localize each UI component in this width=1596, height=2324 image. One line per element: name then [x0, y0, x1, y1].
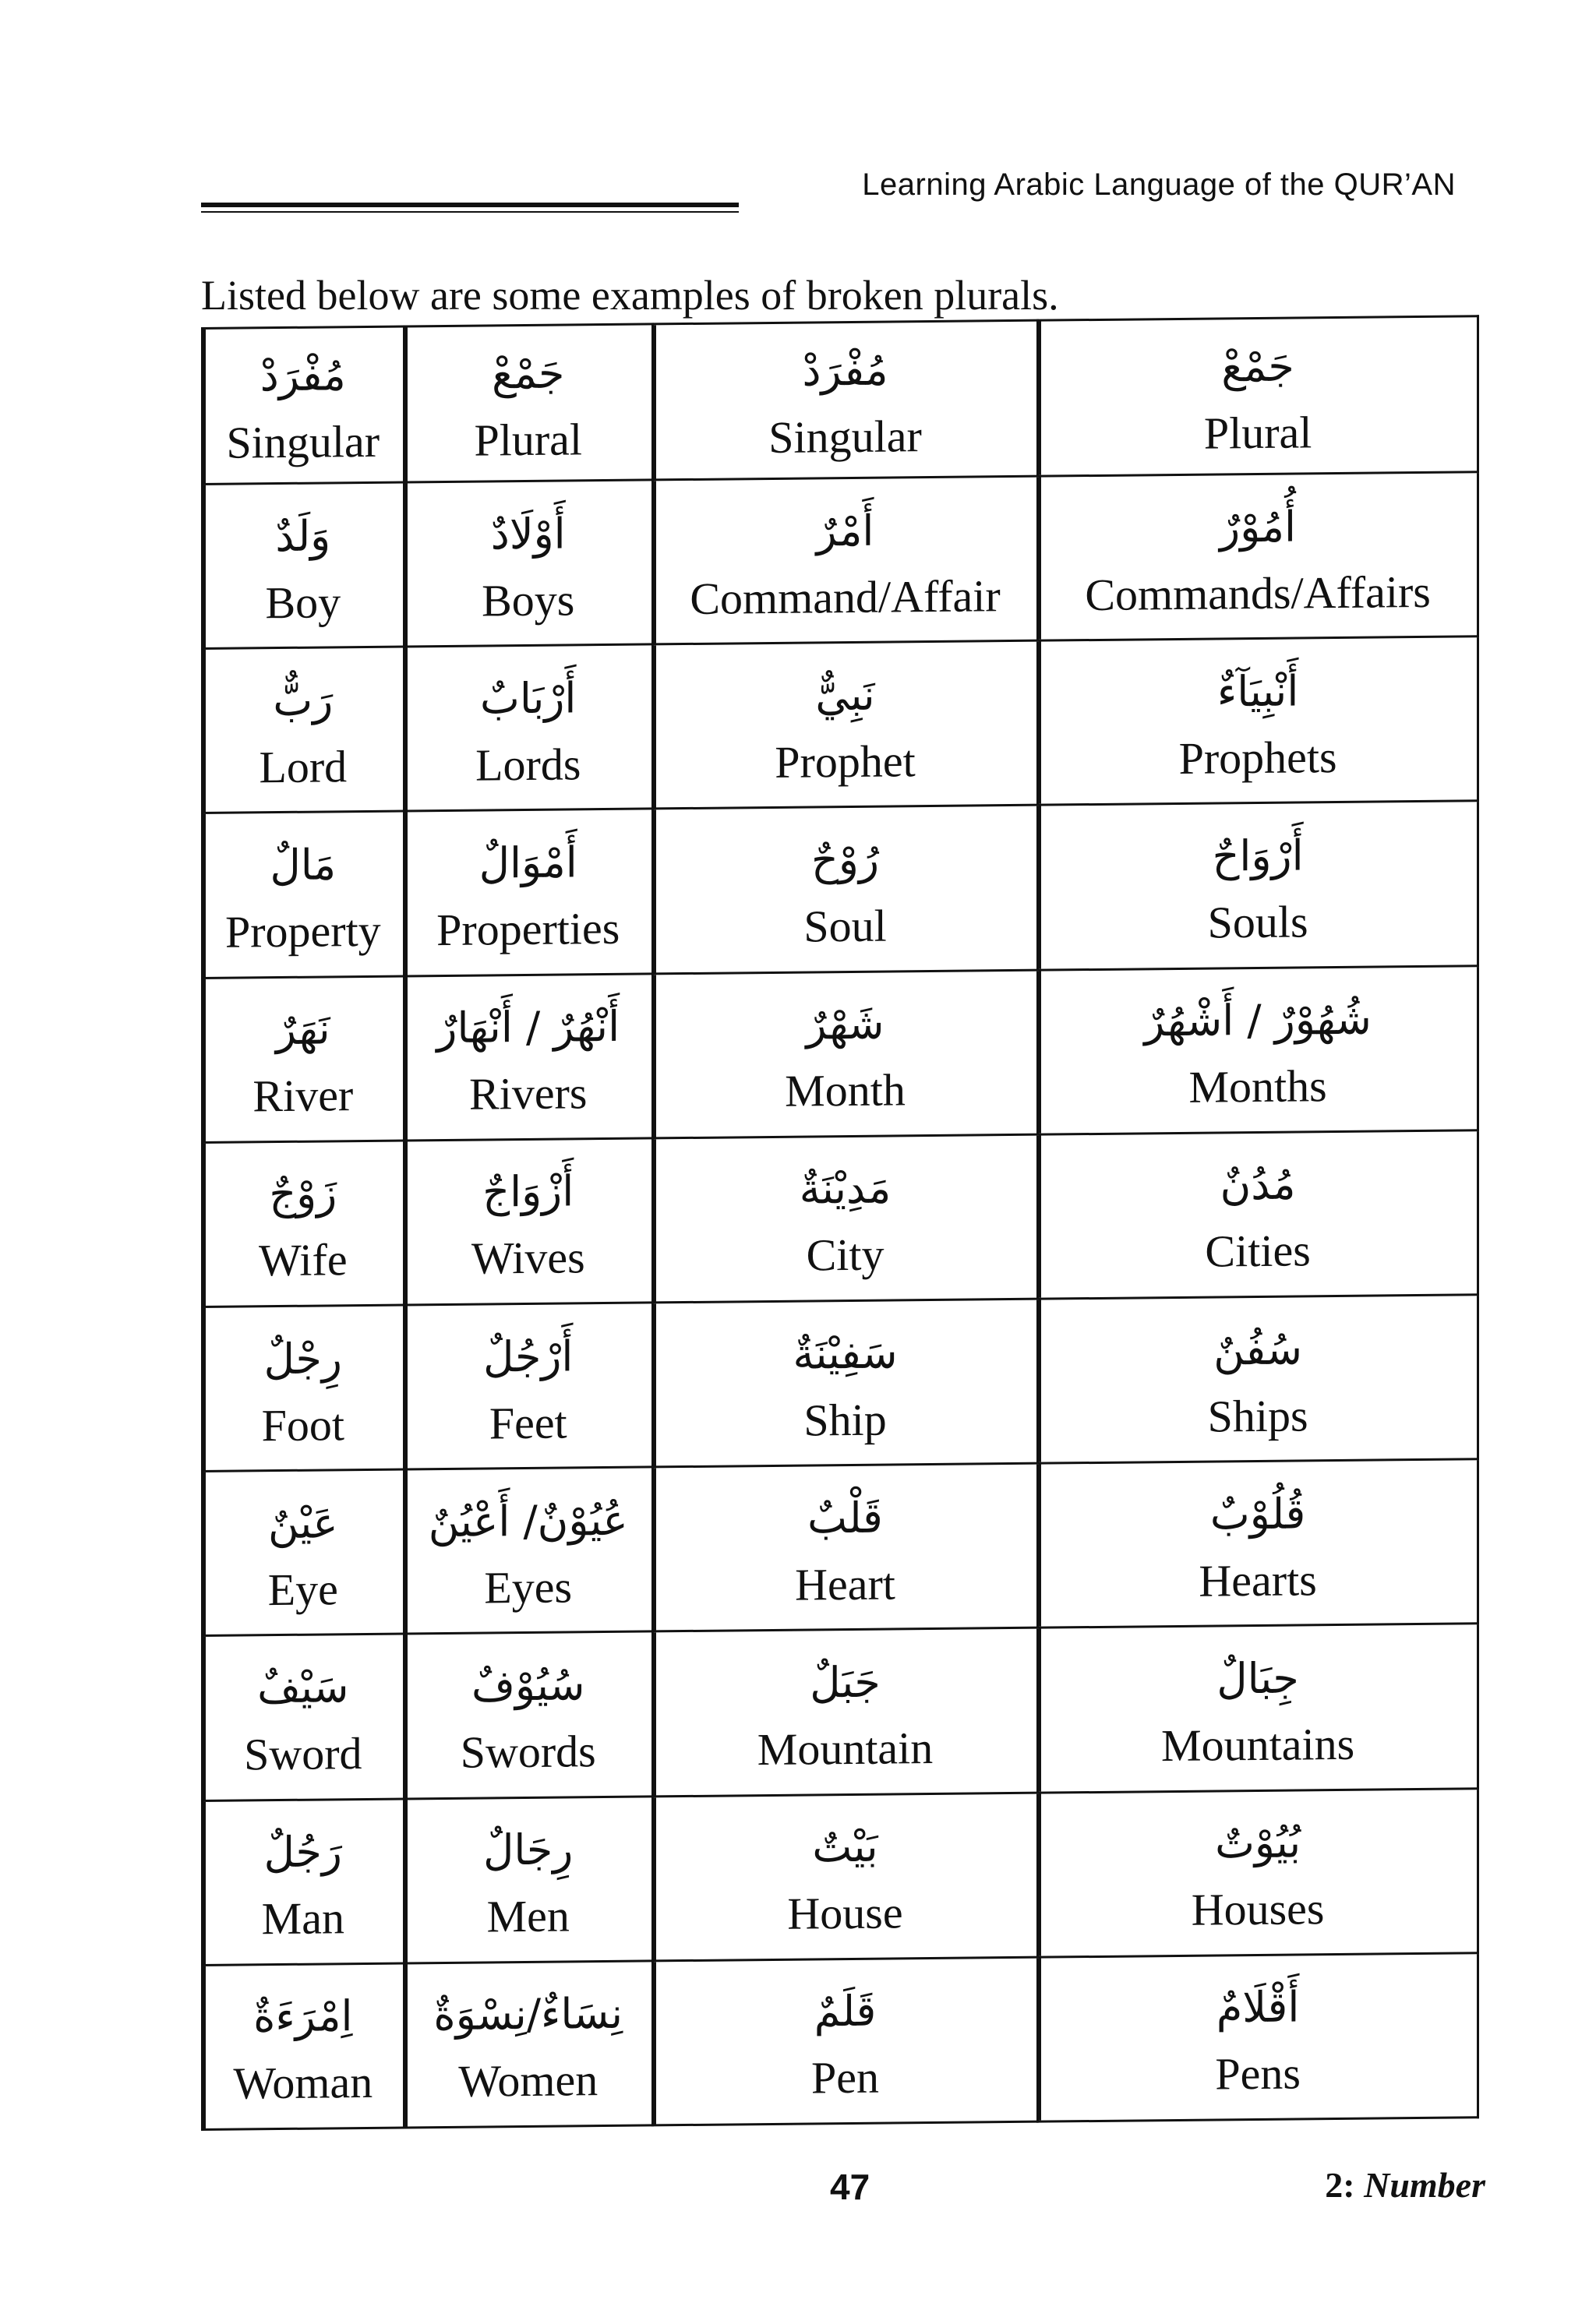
english-term: Foot: [261, 1398, 344, 1451]
page-number: 47: [830, 2167, 870, 2207]
arabic-term: سَيْفٌ: [257, 1663, 349, 1713]
table-cell: [1038, 1459, 1478, 1628]
table-cell: [652, 970, 1037, 1138]
english-term: Eye: [267, 1564, 338, 1615]
table-row: [203, 637, 1478, 813]
table-cell: [404, 809, 652, 975]
arabic-term: أَرْوَاحٌ: [1212, 831, 1304, 881]
table-cell: [404, 1961, 652, 2128]
table-cell: [404, 1467, 652, 1634]
english-term: Prophets: [1178, 731, 1337, 784]
table-row: [203, 1130, 1478, 1307]
arabic-term: مُفْرَدْ: [802, 345, 888, 396]
english-term: Property: [224, 905, 381, 957]
table-cell: [1038, 472, 1478, 641]
english-term: Cities: [1205, 1225, 1311, 1277]
table-cell: [1038, 1624, 1478, 1793]
arabic-term: مُفْرَدْ: [260, 351, 346, 401]
table-row: [203, 1295, 1478, 1472]
table-cell: [203, 1799, 404, 1966]
table-cell: [404, 644, 652, 811]
chapter-label: [1325, 2164, 1485, 2206]
english-term: Boys: [482, 573, 575, 626]
table-cell: [203, 976, 404, 1143]
broken-plurals-table: [201, 315, 1479, 2131]
table-cell: [652, 1793, 1037, 1961]
arabic-term: مُدُنٌ: [1220, 1159, 1296, 1210]
table-cell: [652, 806, 1037, 974]
table-cell: [1038, 1952, 1478, 2121]
header-cell: [203, 326, 404, 484]
english-term: Woman: [233, 2057, 373, 2109]
english-term: Wives: [471, 1232, 585, 1285]
english-term: River: [252, 1070, 354, 1122]
chapter-name: Number: [1364, 2165, 1485, 2205]
english-term: Swords: [460, 1726, 596, 1778]
english-term: Rivers: [469, 1067, 588, 1120]
arabic-term: جِبَالٌ: [1216, 1653, 1299, 1704]
arabic-term: رَبٌّ: [273, 675, 334, 725]
table-cell: [652, 476, 1037, 644]
english-term: Singular: [768, 411, 922, 464]
table-cell: [203, 647, 404, 813]
arabic-term: قُلُوْبٌ: [1209, 1489, 1306, 1539]
table-row: [203, 1459, 1478, 1636]
table-cell: [203, 1963, 404, 2130]
english-term: Pens: [1215, 2047, 1301, 2100]
running-header: [201, 160, 1456, 214]
table-row: [203, 472, 1478, 649]
table-cell: [404, 1303, 652, 1469]
english-term: Command/Affair: [690, 570, 1001, 624]
table-cell: [652, 1299, 1037, 1467]
table-cell: [203, 1305, 404, 1472]
header-rule: [201, 203, 739, 207]
english-term: Man: [261, 1892, 344, 1945]
table-header-row: [203, 316, 1478, 485]
arabic-term: أَرْجُلٌ: [483, 1331, 574, 1382]
english-term: Lords: [475, 739, 581, 791]
english-term: Month: [785, 1064, 906, 1116]
table-cell: [652, 1134, 1037, 1303]
header-title: Learning Arabic Language of the QUR’AN: [862, 168, 1456, 202]
english-term: Wife: [259, 1234, 348, 1286]
arabic-term: قَلَمٌ: [814, 1987, 877, 2037]
english-term: Plural: [474, 414, 583, 466]
english-term: Eyes: [484, 1561, 573, 1613]
arabic-term: سُيُوْفٌ: [471, 1660, 585, 1711]
english-term: Months: [1188, 1060, 1327, 1113]
arabic-term: أَزْوَاجٌ: [482, 1166, 574, 1217]
table-row: [203, 1788, 1478, 1965]
header-cell: [652, 320, 1037, 480]
english-term: Hearts: [1199, 1553, 1317, 1606]
table-cell: [1038, 1295, 1478, 1464]
arabic-term: أَنْبِيَآءٌ: [1216, 666, 1299, 717]
english-term: Pen: [811, 2051, 880, 2104]
arabic-term: رُوْحٌ: [811, 834, 880, 885]
arabic-term: شُهُوْرٌ / أَشْهُرٌ: [1144, 994, 1372, 1046]
english-term: Lord: [259, 740, 348, 793]
arabic-term: أَمْوَالٌ: [478, 838, 577, 888]
arabic-term: جَمْعْ: [1221, 341, 1294, 392]
table-cell: [1038, 965, 1478, 1134]
table-cell: [203, 1469, 404, 1636]
english-term: Sword: [244, 1727, 362, 1780]
english-term: Heart: [795, 1558, 895, 1610]
english-term: Ships: [1207, 1389, 1308, 1442]
english-term: Ship: [803, 1394, 887, 1446]
arabic-term: رَجُلٌ: [263, 1827, 342, 1878]
arabic-term: قَلْبٌ: [807, 1493, 883, 1543]
arabic-term: أَنْهُرٌ / أَنْهَارٌ: [436, 1002, 620, 1053]
table-cell: [1038, 1130, 1478, 1300]
table-cell: [652, 1628, 1037, 1797]
english-term: Mountain: [757, 1722, 934, 1776]
arabic-term: أَقْلَامٌ: [1216, 1982, 1300, 2033]
arabic-term: نَبِيٌّ: [815, 670, 875, 721]
english-term: Mountains: [1161, 1718, 1355, 1772]
arabic-term: جَمْعْ: [492, 348, 565, 399]
table-cell: [652, 1957, 1037, 2125]
table-cell: [404, 1796, 652, 1963]
english-term: Singular: [226, 415, 380, 468]
arabic-term: أَمْرٌ: [816, 506, 874, 556]
table-row: [203, 965, 1478, 1142]
table-cell: [404, 480, 652, 647]
table-cell: [404, 1631, 652, 1798]
english-term: Boy: [265, 576, 341, 628]
table-row: [203, 801, 1478, 978]
intro-sentence: Listed below are some examples of broken plurals.: [201, 272, 1059, 319]
table-row: [203, 1952, 1478, 2129]
header-rule-thin: [201, 211, 739, 213]
arabic-term: سُفُنٌ: [1213, 1324, 1302, 1375]
table-cell: [652, 640, 1037, 809]
table-cell: [203, 482, 404, 649]
table-row: [203, 1624, 1478, 1800]
table-cell: [1038, 1788, 1478, 1957]
arabic-term: بُيُوْتٌ: [1215, 1818, 1301, 1868]
arabic-term: شَهْرٌ: [806, 999, 885, 1049]
arabic-term: نَهَرٌ: [275, 1004, 330, 1055]
arabic-term: مَدِيْنَةٌ: [799, 1163, 892, 1214]
arabic-term: رِجَالٌ: [483, 1825, 574, 1875]
table-cell: [203, 1141, 404, 1307]
table-cell: [1038, 801, 1478, 970]
arabic-term: زَوْجٌ: [269, 1169, 337, 1219]
english-term: Commands/Affairs: [1085, 566, 1431, 620]
table-cell: [203, 811, 404, 978]
arabic-term: بَيْتٌ: [812, 1821, 878, 1872]
plurals-table-wrapper: [201, 315, 1479, 2131]
english-term: Souls: [1207, 896, 1308, 948]
header-cell: [1038, 316, 1478, 476]
english-term: Plural: [1203, 407, 1312, 459]
english-term: Houses: [1191, 1883, 1325, 1935]
table-cell: [203, 1634, 404, 1800]
table-cell: [652, 1463, 1037, 1631]
arabic-term: جَبَلٌ: [810, 1657, 881, 1708]
arabic-term: أُمُوْرٌ: [1220, 502, 1297, 552]
arabic-term: اِمْرَءَةٌ: [253, 1991, 353, 2042]
arabic-term: مَالٌ: [270, 840, 337, 890]
english-term: Feet: [489, 1397, 567, 1448]
arabic-term: أَوْلَادٌ: [490, 509, 566, 559]
chapter-number: 2:: [1325, 2165, 1355, 2205]
english-term: Women: [458, 2054, 598, 2107]
arabic-term: عُيُوْنٌ/ أَعْيُنٌ: [428, 1495, 628, 1546]
table-cell: [1038, 637, 1478, 806]
english-term: Properties: [436, 902, 620, 956]
arabic-term: سَفِيْنَةٌ: [793, 1328, 898, 1379]
arabic-term: رِجْلٌ: [263, 1333, 342, 1384]
english-term: Soul: [803, 900, 887, 952]
table-cell: [404, 1138, 652, 1305]
arabic-term: نِسَاءٌ/نِسْوَةٌ: [433, 1989, 623, 2040]
arabic-term: وَلَدٌ: [275, 510, 331, 561]
english-term: Prophet: [775, 735, 916, 788]
table-cell: [404, 974, 652, 1141]
arabic-term: أَرْبَابٌ: [480, 673, 577, 724]
english-term: Men: [486, 1890, 570, 1942]
header-cell: [404, 324, 652, 482]
english-term: City: [806, 1229, 885, 1281]
english-term: House: [787, 1887, 903, 1939]
arabic-term: عَيْنٌ: [268, 1498, 338, 1548]
